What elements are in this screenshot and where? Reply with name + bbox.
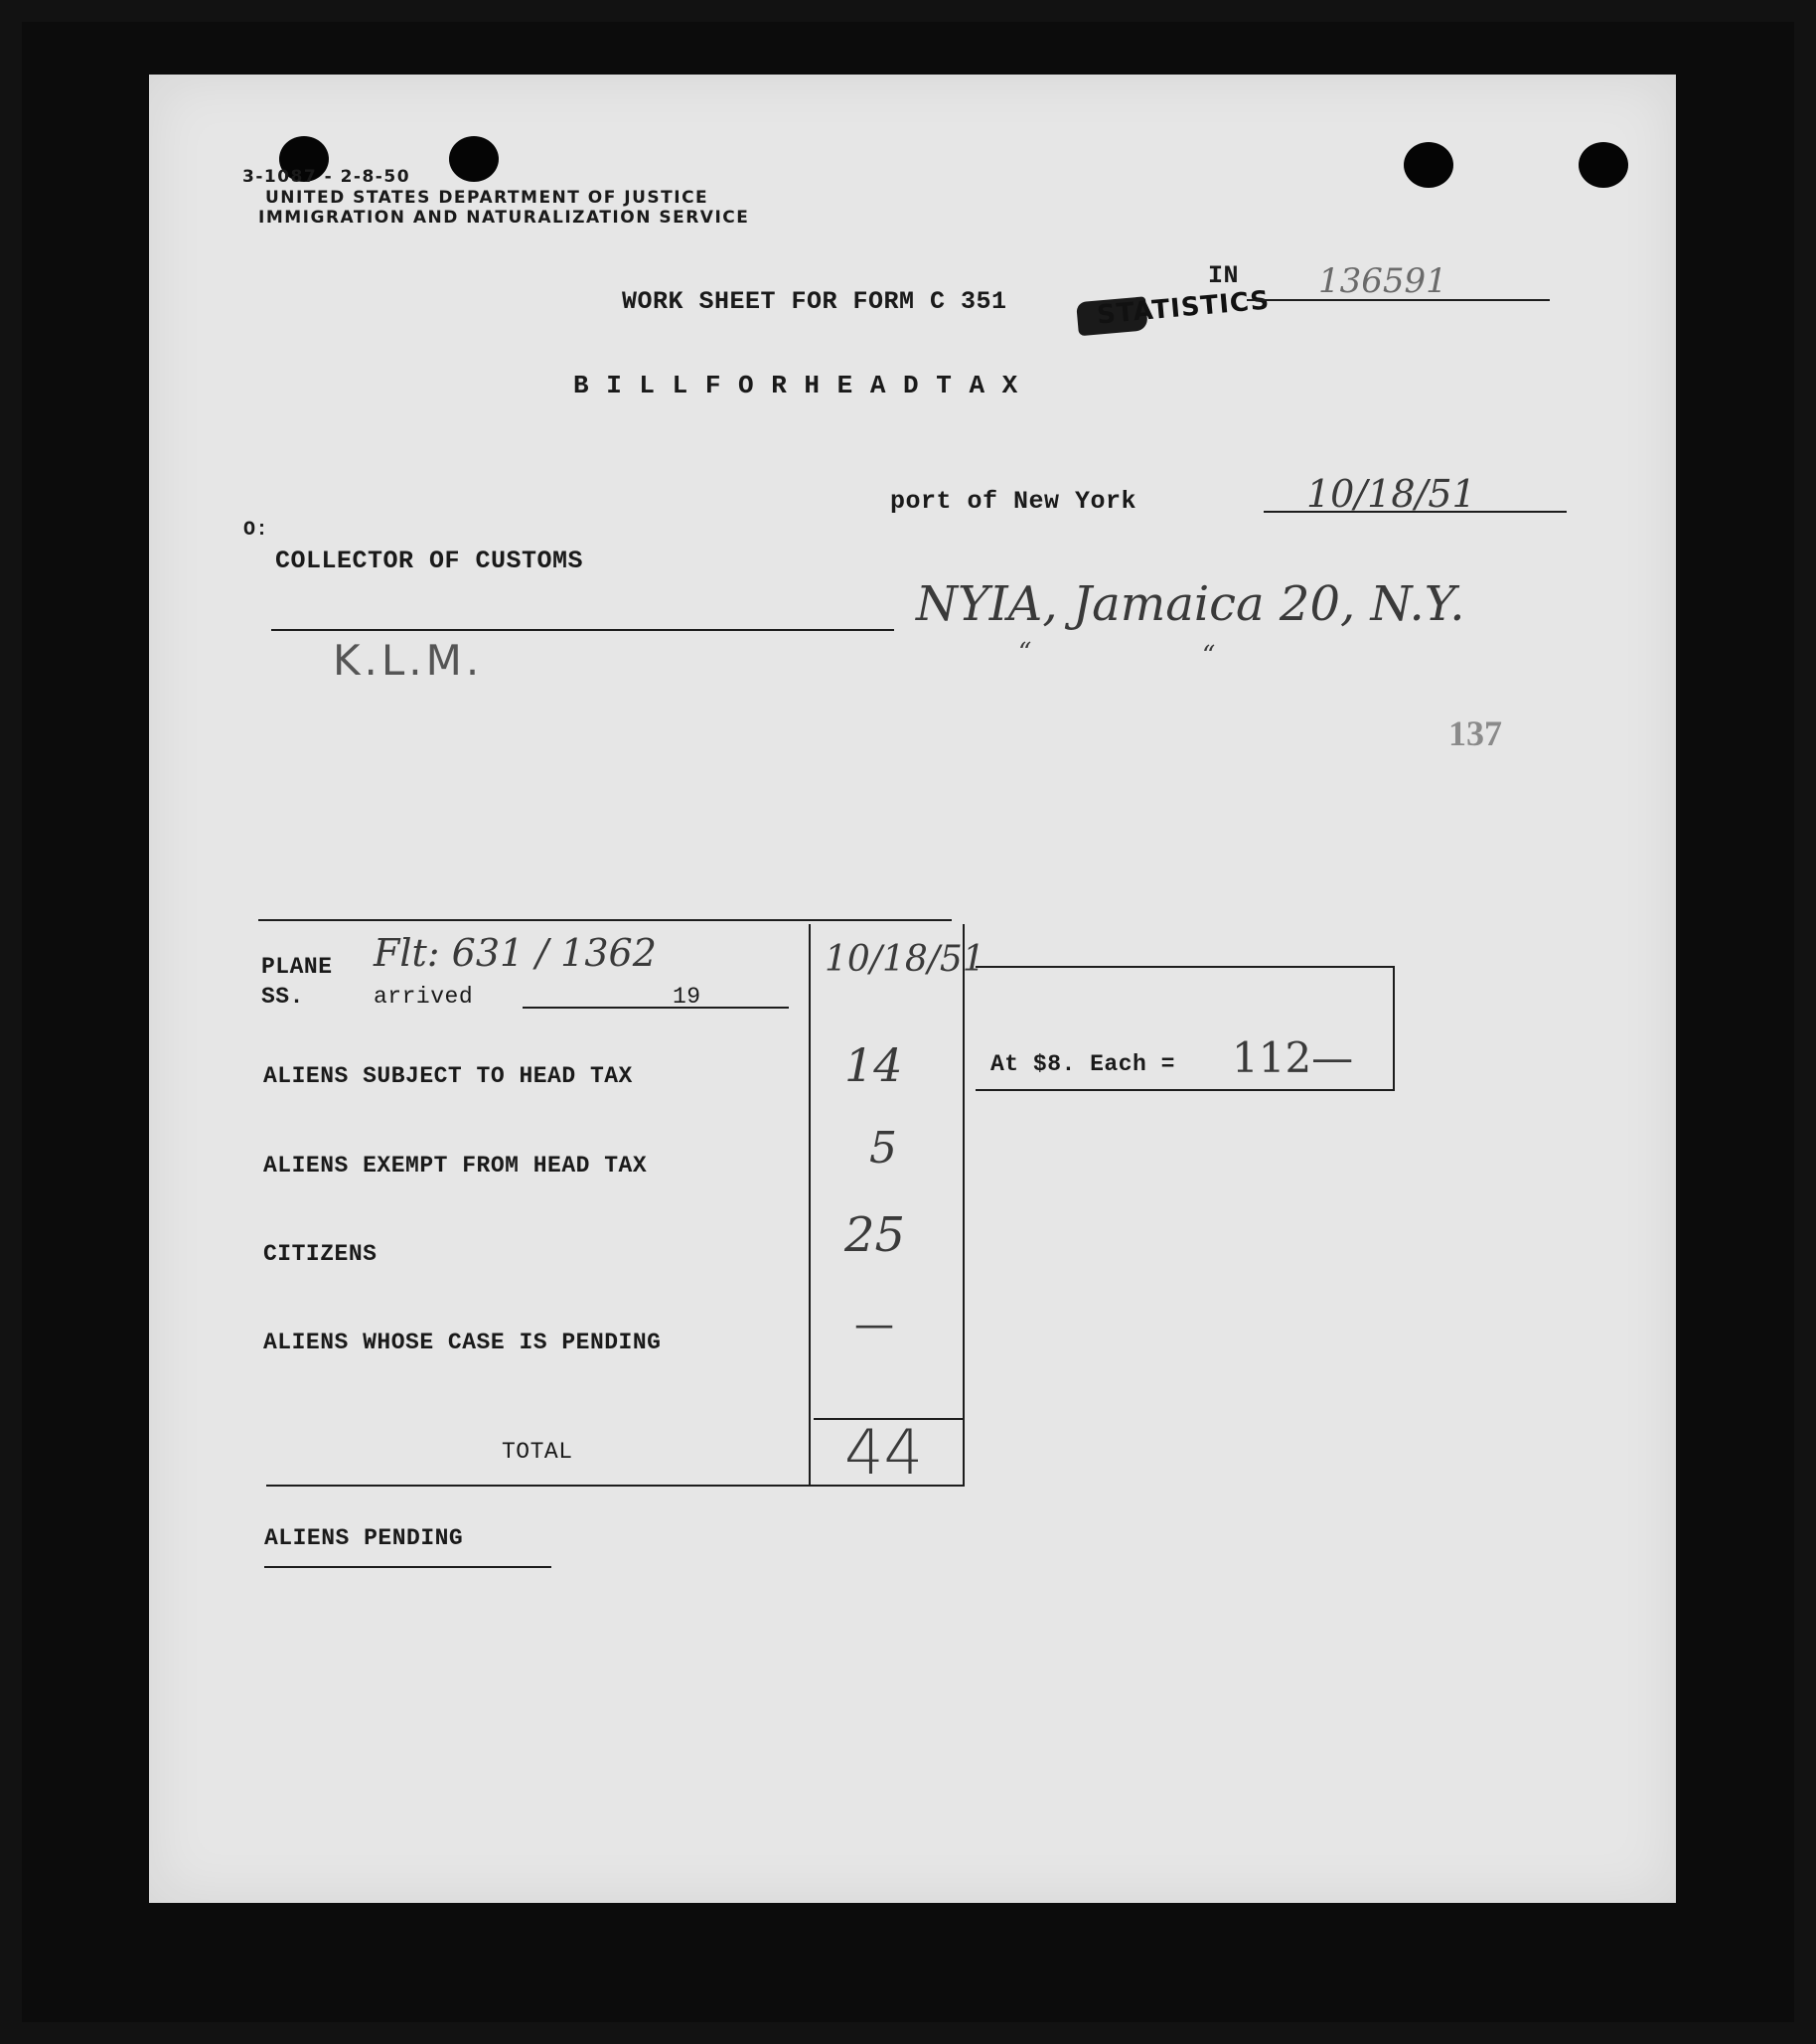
document-page <box>149 75 1676 1903</box>
stamp-text: STATISTICS <box>1096 285 1272 331</box>
page-stamp-number: 137 <box>1448 713 1502 753</box>
address-handwritten: NYIA, Jamaica 20, N.Y. <box>916 576 1465 632</box>
aliens-pending-line <box>264 1566 551 1568</box>
ditto-mark: “ <box>1018 638 1032 668</box>
tax-box-top <box>976 966 1393 968</box>
tax-box-bottom <box>976 1089 1395 1091</box>
total-label: TOTAL <box>502 1439 573 1465</box>
punch-hole <box>449 136 499 182</box>
ss-label: SS. <box>261 984 304 1010</box>
in-number-line <box>1247 299 1550 301</box>
row-label-subject: ALIENS SUBJECT TO HEAD TAX <box>263 1063 633 1089</box>
row-label-exempt: ALIENS EXEMPT FROM HEAD TAX <box>263 1153 648 1179</box>
punch-hole <box>1404 142 1453 188</box>
collector-label: COLLECTOR OF CUSTOMS <box>275 547 584 575</box>
plane-label: PLANE <box>261 954 333 980</box>
form-title: WORK SHEET FOR FORM C 351 <box>622 287 1007 316</box>
year-prefix: 19 <box>673 984 701 1010</box>
arrived-label: arrived <box>374 984 474 1010</box>
bill-title: B I L L F O R H E A D T A X <box>573 371 1019 400</box>
flight-handwritten: Flt: 631 / 1362 <box>374 931 657 975</box>
tax-box-right <box>1393 966 1395 1091</box>
tax-amount: 112— <box>1232 1033 1354 1082</box>
service-name: IMMIGRATION AND NATURALIZATION SERVICE <box>258 208 750 228</box>
row-value-pending: — <box>854 1302 894 1347</box>
arrival-date-handwritten: 10/18/51 <box>825 939 985 980</box>
table-divider-left <box>809 924 811 1486</box>
statistics-stamp <box>1082 282 1286 334</box>
arrived-date-line <box>523 1007 789 1009</box>
tax-rate-label: At $8. Each = <box>990 1051 1175 1077</box>
collector-line <box>271 629 894 631</box>
ditto-mark: “ <box>1202 641 1216 671</box>
row-label-pending: ALIENS WHOSE CASE IS PENDING <box>263 1330 662 1355</box>
row-value-subject: 14 <box>844 1038 903 1092</box>
table-top-line <box>258 919 952 921</box>
carrier-handwritten: K.L.M. <box>333 636 484 685</box>
row-label-citizens: CITIZENS <box>263 1241 378 1267</box>
department-name: UNITED STATES DEPARTMENT OF JUSTICE <box>265 188 709 208</box>
to-label: O: <box>243 519 269 542</box>
total-value: 44 <box>844 1416 923 1489</box>
port-label: port of New York <box>890 487 1137 516</box>
in-label: IN <box>1208 261 1240 290</box>
date-line <box>1264 511 1567 513</box>
row-value-exempt: 5 <box>869 1123 897 1174</box>
punch-hole <box>1579 142 1628 188</box>
date-handwritten: 10/18/51 <box>1306 472 1476 516</box>
form-code: 3-1087 - 2-8-50 <box>242 167 411 187</box>
aliens-pending-label: ALIENS PENDING <box>264 1525 464 1551</box>
table-divider-right <box>963 924 965 1486</box>
in-number: 136591 <box>1318 261 1447 301</box>
row-value-citizens: 25 <box>844 1207 906 1263</box>
